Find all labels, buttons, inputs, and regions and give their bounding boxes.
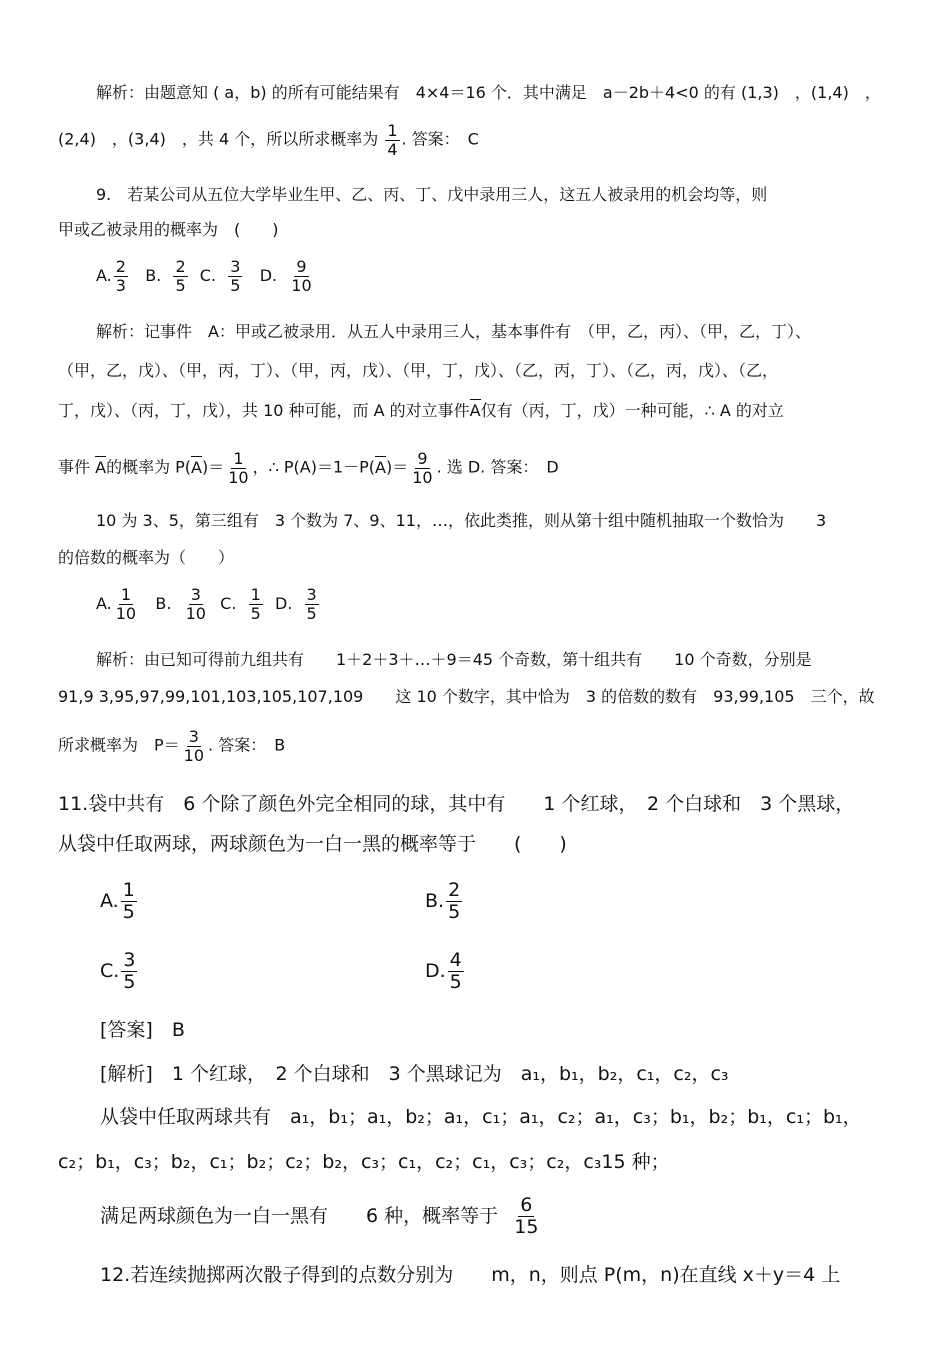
q10-analysis-line3: 所求概率为 P＝ $\frac{3}{10}$ . 答案： B bbox=[58, 727, 286, 765]
q9-option-a: A. $\frac{2}{3}$ bbox=[96, 257, 126, 295]
q8-analysis-line1: 解析：由题意知 ( a，b) 的所有可能结果有 4×4＝16 个．其中满足 a－2b＋4<0 的有 (1,3) ，(1,4) ， bbox=[96, 83, 881, 102]
q10-options bbox=[96, 586, 321, 622]
q10-option-a: A. $\frac{1}{10}$ bbox=[96, 585, 137, 623]
q11-analysis-line2: 从袋中任取两球共有 a₁，b₁；a₁，b₂；a₁，c₁；a₁，c₂；a₁，c₃；b₁，b₂；b₁，c₁；b₁， bbox=[100, 1106, 862, 1128]
q10-option-b: B. $\frac{3}{10}$ bbox=[155, 585, 206, 623]
q10-option-c: C. $\frac{1}{5}$ bbox=[220, 585, 261, 623]
q9-stem-line2: 甲或乙被录用的概率为 ( ) bbox=[58, 220, 279, 239]
q11-option-d: D. $\frac{4}{5}$ bbox=[425, 949, 462, 993]
q8-fraction: $\frac{1}{4}$ bbox=[387, 121, 398, 159]
q9-analysis-line3: 丁，戊）、（丙，丁，戊），共 10 种可能，而 A 的对立事件A仅有（丙，丁，戊）一种可能，∴ A 的对立 bbox=[58, 401, 784, 420]
q11-analysis-line4: 满足两球颜色为一白一黑有 6 种，概率等于 $\frac{6}{15}$ bbox=[100, 1194, 539, 1238]
q9-analysis-line2: （甲，乙，戊）、（甲，丙，丁）、（甲，丙，戊）、（甲，丁，戊）、（乙，丙，丁）、（乙，丙，戊）、（乙， bbox=[58, 361, 779, 380]
q10-analysis-line2: 91,9 3,95,97,99,101,103,105,107,109 这 10 个数字，其中恰为 3 的倍数的数有 93,99,105 三个，故 bbox=[58, 687, 875, 706]
q9-options bbox=[96, 258, 316, 294]
q8-analysis-line2: (2,4) ，(3,4) ，共 4 个，所以所求概率为 $\frac{1}{4}$ . 答案： C bbox=[58, 121, 479, 159]
q9-analysis-line4: 事件 A的概率为 P(A)＝ $\frac{1}{10}$ ，∴ P(A)＝1－P(A)＝ $\frac{9}{10}$ . 选 D. 答案： D bbox=[58, 449, 559, 487]
q12-stem-line1: 12.若连续抛掷两次骰子得到的点数分别为 m，n，则点 P(m，n)在直线 x＋y＝4 上 bbox=[100, 1264, 841, 1286]
q9-option-b: B. $\frac{2}{5}$ bbox=[145, 257, 186, 295]
q11-stem-line2: 从袋中任取两球，两球颜色为一白一黑的概率等于 ( ) bbox=[58, 833, 567, 855]
q11-stem-line1: 11.袋中共有 6 个除了颜色外完全相同的球，其中有 1 个红球， 2 个白球和 3 个黑球， bbox=[58, 793, 855, 815]
q11-option-b: B. $\frac{2}{5}$ bbox=[425, 879, 461, 923]
q9-option-d: D. $\frac{9}{10}$ bbox=[259, 257, 312, 295]
q11-option-c: C. $\frac{3}{5}$ bbox=[100, 949, 136, 993]
q11-analysis-line1: [解析] 1 个红球， 2 个白球和 3 个黑球记为 a₁，b₁，b₂，c₁，c₂，c₃ bbox=[100, 1063, 729, 1085]
q11-answer: [答案] B bbox=[100, 1019, 185, 1041]
q10-option-d: D. $\frac{3}{5}$ bbox=[274, 585, 317, 623]
q11-analysis-line3: c₂；b₁，c₃；b₂，c₁；b₂；c₂；b₂，c₃；c₁，c₂；c₁，c₃；c₂，c₃15 种； bbox=[58, 1151, 670, 1173]
q10-stem-line2: 的倍数的概率为（ ） bbox=[58, 548, 235, 567]
q9-analysis-line1: 解析：记事件 A：甲或乙被录用．从五人中录用三人，基本事件有 （甲，乙，丙）、（甲，乙，丁）、 bbox=[96, 322, 811, 341]
q9-option-c: C. $\frac{3}{5}$ bbox=[199, 257, 241, 295]
q11-option-a: A. $\frac{1}{5}$ bbox=[100, 879, 135, 923]
q9-stem-line1: 9. 若某公司从五位大学毕业生甲、乙、丙、丁、戊中录用三人，这五人被录用的机会均等，则 bbox=[96, 185, 768, 204]
q10-stem-line1: 10 为 3、5，第三组有 3 个数为 7、9、11，…，依此类推，则从第十组中随机抽取一个数恰为 3 bbox=[96, 511, 827, 530]
q10-analysis-line1: 解析：由已知可得前九组共有 1＋2＋3＋…＋9＝45 个奇数，第十组共有 10 个奇数，分别是 bbox=[96, 650, 812, 669]
